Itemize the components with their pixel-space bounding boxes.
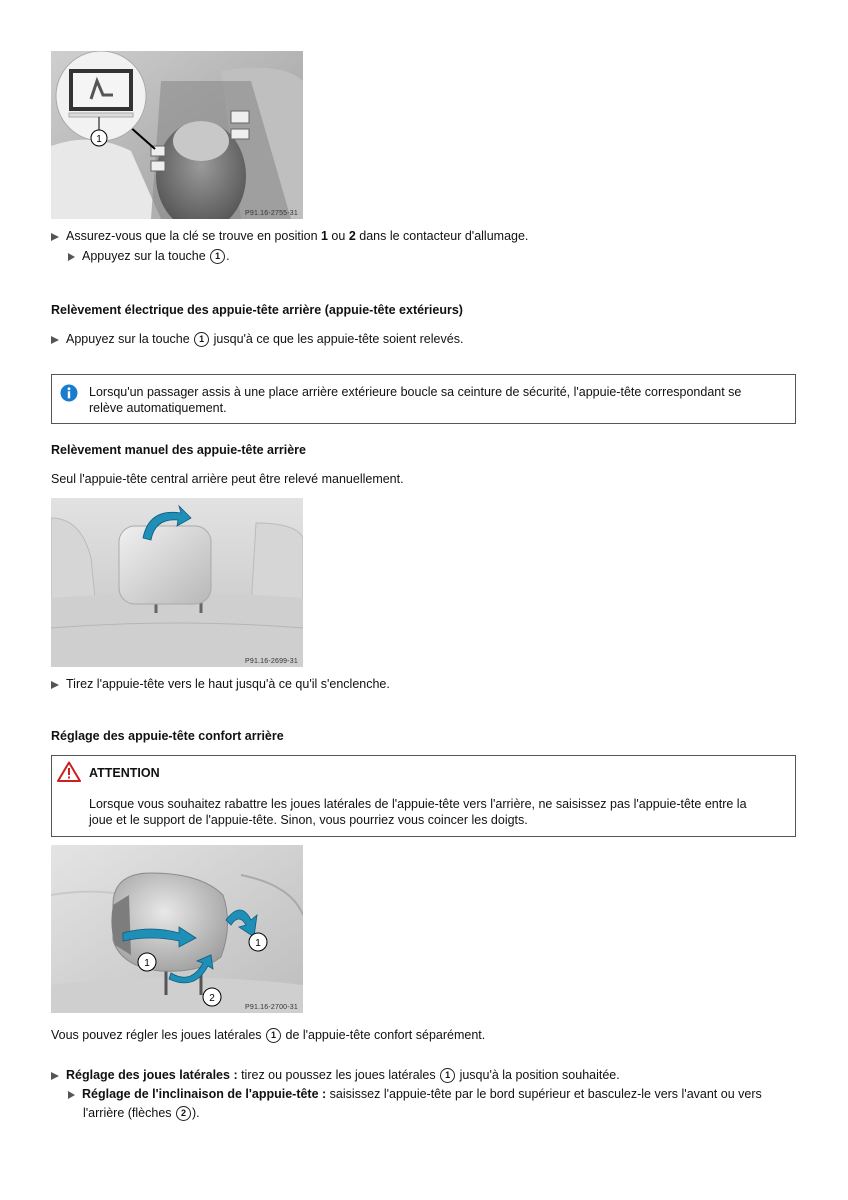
callout-1-icon: 1 — [194, 332, 209, 347]
step-pull-headrest: Tirez l'appuie-tête vers le haut jusqu'à ce qu'il s'enclenche. — [51, 676, 390, 692]
svg-text:2: 2 — [209, 993, 215, 1004]
svg-text:1: 1 — [96, 134, 102, 145]
paragraph: Vous pouvez régler les joues latérales 1 de l'appuie-tête confort séparément. — [51, 1028, 486, 1042]
step-check-key: Assurez-vous que la clé se trouve en position 1 ou 2 dans le contacteur d'allumage. — [51, 228, 528, 244]
bullet-arrow-icon — [51, 336, 59, 344]
paragraph: Seul l'appuie-tête central arrière peut être relevé manuellement. — [51, 472, 404, 486]
info-text-line: Lorsqu'un passager assis à une place arrière extérieure boucle sa ceinture de sécurité, l'appuie-tête correspondant se — [89, 385, 742, 399]
step-adjust-tilt-continued: l'arrière (flèches 2 ). — [83, 1106, 200, 1120]
figure-manual-headrest — [51, 498, 303, 667]
callout-1-icon: 1 — [210, 249, 225, 264]
svg-text:1: 1 — [144, 958, 150, 969]
warning-icon — [57, 761, 81, 782]
step-press-until-raised: Appuyez sur la touche 1 jusqu'à ce que les appuie-tête soient relevés. — [51, 331, 463, 347]
section-heading: Relèvement électrique des appuie-tête arrière (appuie-tête extérieurs) — [51, 303, 463, 317]
svg-text:1: 1 — [255, 938, 261, 949]
bullet-arrow-icon — [68, 1091, 75, 1099]
step-adjust-tilt: Réglage de l'inclinaison de l'appuie-tête : saisissez l'appuie-tête par le bord supérieur et basculez-le vers l'avant ou vers — [68, 1086, 762, 1102]
bullet-arrow-icon — [68, 253, 75, 261]
warning-box — [51, 755, 796, 837]
warning-title: ATTENTION — [89, 766, 160, 780]
figure-code: P91.16-2699-31 — [244, 658, 298, 665]
section-heading: Relèvement manuel des appuie-tête arrière — [51, 443, 306, 457]
info-box — [51, 374, 796, 424]
step-press-button: Appuyez sur la touche 1 . — [68, 248, 230, 264]
figure-code: P91.16-2755-31 — [244, 210, 298, 217]
callout-1-icon: 1 — [266, 1028, 281, 1043]
info-icon — [60, 384, 78, 402]
bullet-arrow-icon — [51, 1072, 59, 1080]
callout-2-icon: 2 — [176, 1106, 191, 1121]
warning-text-line: joue et le support de l'appuie-tête. Sinon, vous pourriez vous coincer les doigts. — [89, 813, 528, 827]
figure-comfort-headrest — [51, 845, 303, 1013]
section-heading: Réglage des appuie-tête confort arrière — [51, 729, 284, 743]
callout-1-icon: 1 — [440, 1068, 455, 1083]
warning-text-line: Lorsque vous souhaitez rabattre les joues latérales de l'appuie-tête vers l'arrière, ne saisissez pas l'appuie-tête entre la — [89, 797, 747, 811]
bullet-arrow-icon — [51, 681, 59, 689]
info-text-line: relève automatiquement. — [89, 401, 227, 415]
figure-rear-headrest-button — [51, 51, 303, 219]
figure-code: P91.16-2700-31 — [244, 1004, 298, 1011]
step-adjust-side-wings: Réglage des joues latérales : tirez ou poussez les joues latérales 1 jusqu'à la position souhaitée. — [51, 1067, 620, 1083]
bullet-arrow-icon — [51, 233, 59, 241]
